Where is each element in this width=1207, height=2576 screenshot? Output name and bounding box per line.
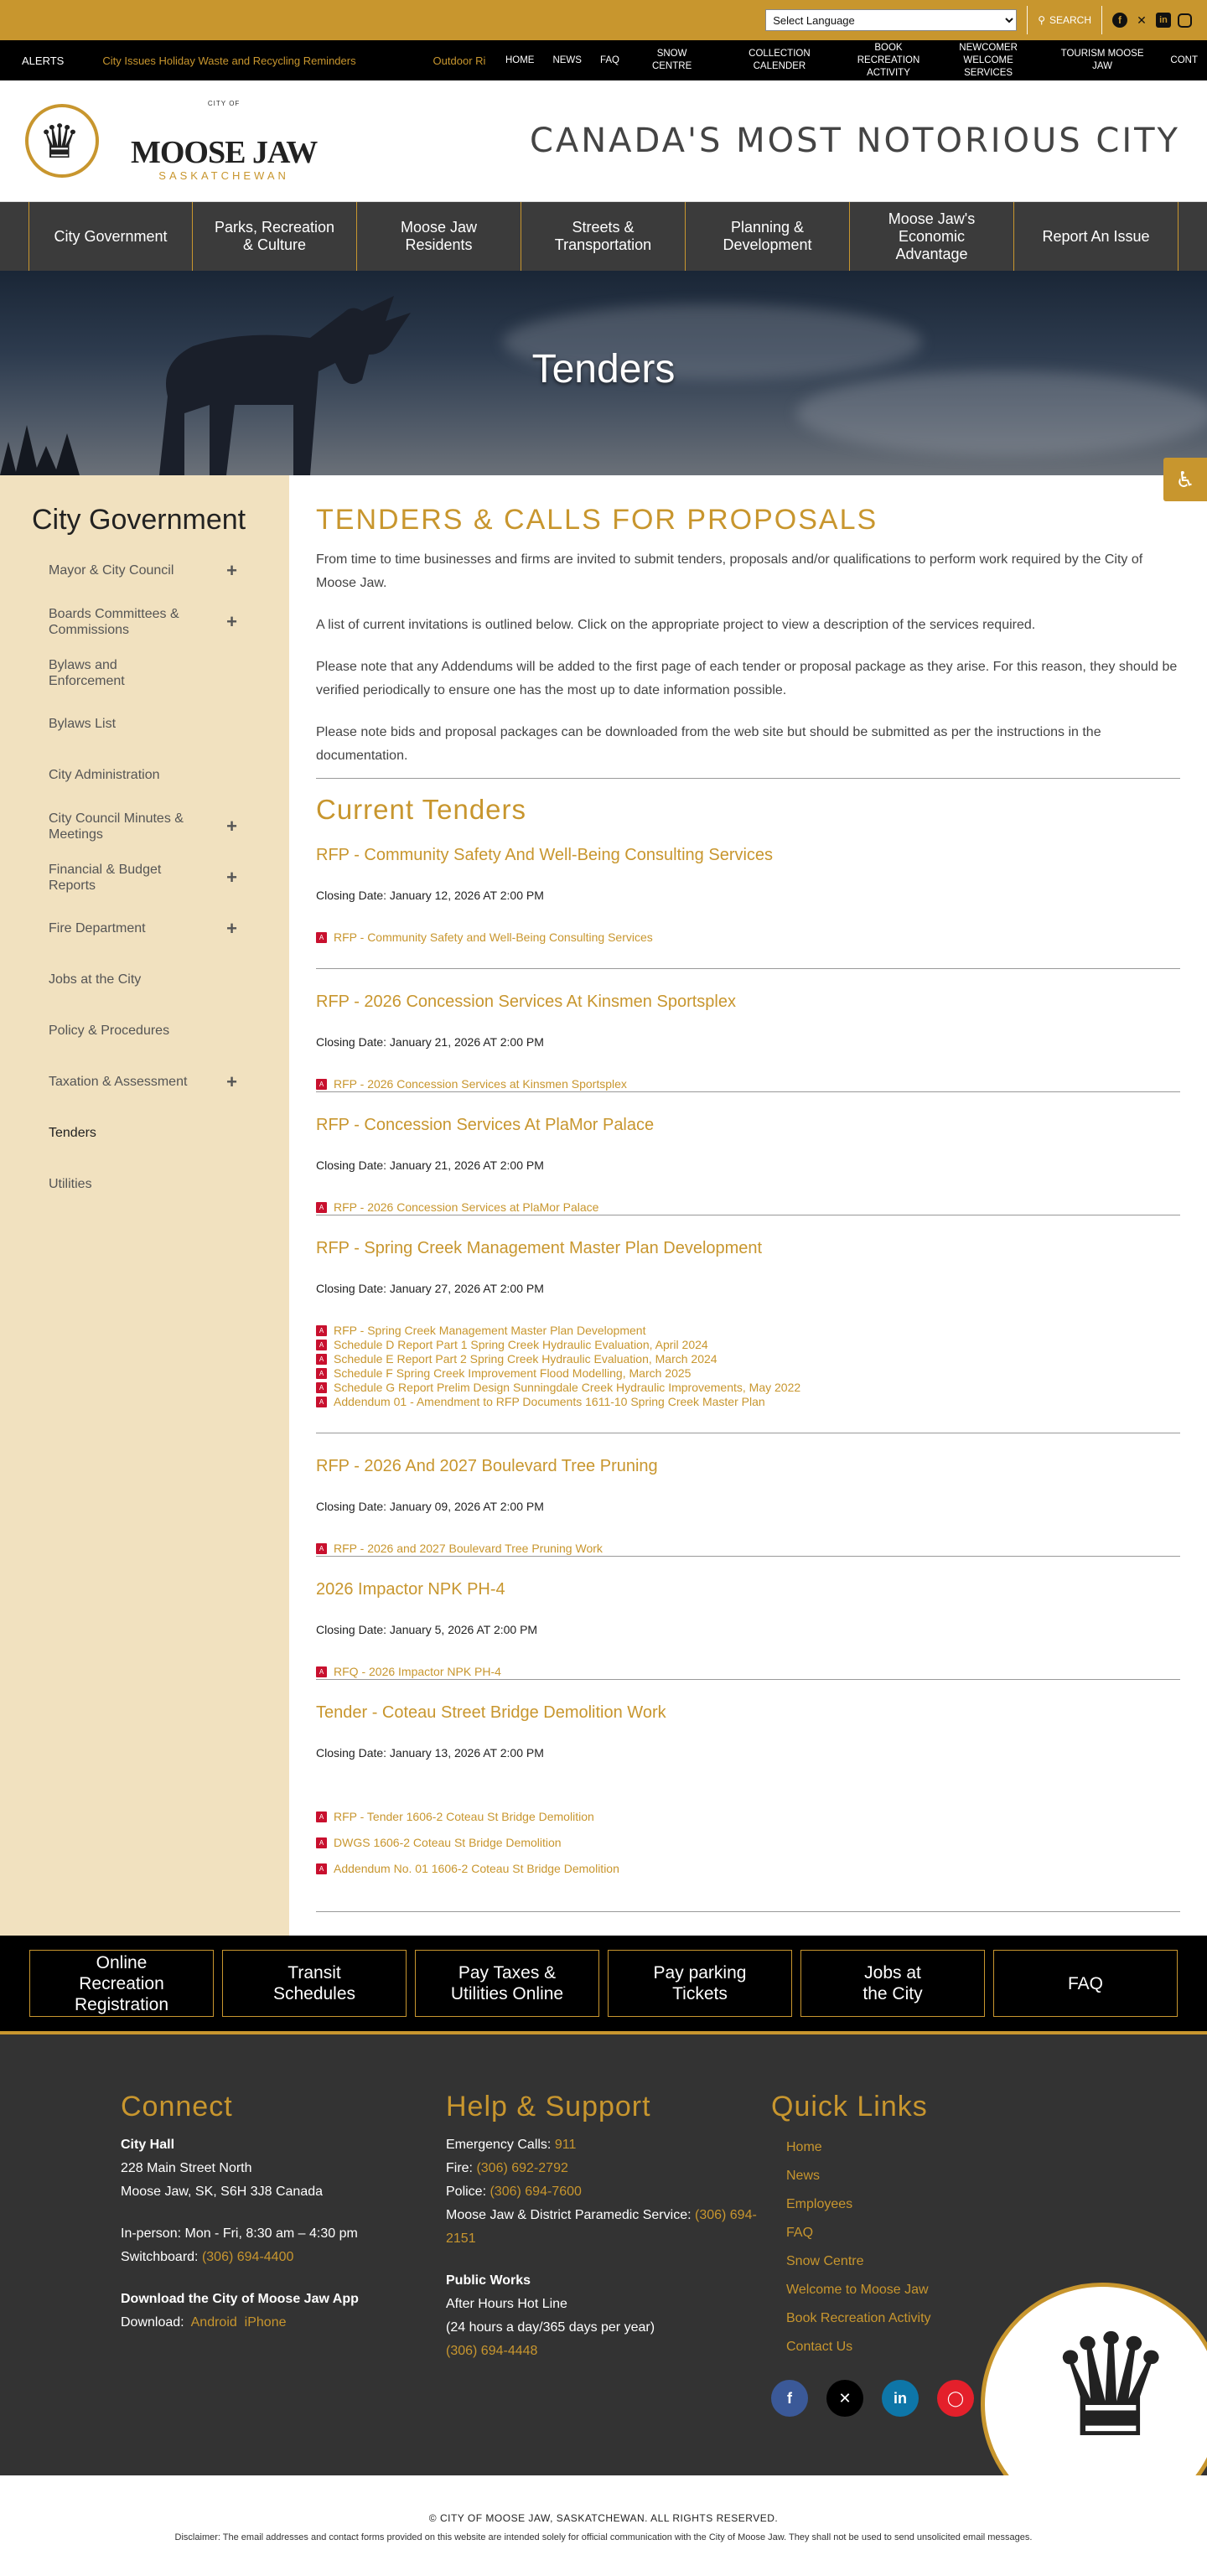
tender-closing-date: Closing Date: January 21, 2026 AT 2:00 PM bbox=[316, 1158, 544, 1172]
alert-ticker-secondary[interactable]: Outdoor Ri bbox=[433, 54, 486, 67]
tender-document-link[interactable] bbox=[316, 1395, 1180, 1409]
tender-document-link[interactable] bbox=[316, 1366, 1180, 1381]
content-wrap bbox=[0, 475, 1207, 1936]
sidebar-item-label: Financial & Budget Reports bbox=[49, 862, 162, 893]
search-label: SEARCH bbox=[1049, 14, 1091, 26]
android-link[interactable]: Android bbox=[190, 2315, 237, 2330]
tender-document-label: RFP - 2026 Concession Services at PlaMor Palace bbox=[334, 1200, 599, 1214]
tender-title[interactable]: RFP - Concession Services At PlaMor Palace bbox=[316, 1116, 655, 1134]
tender-document-label: RFP - Community Safety and Well-Being Consulting Services bbox=[334, 930, 653, 944]
social-links-top bbox=[1112, 13, 1192, 28]
alert-ticker[interactable]: City Issues Holiday Waste and Recycling Reminders bbox=[102, 54, 356, 67]
expand-plus-icon[interactable]: + bbox=[226, 816, 237, 837]
copyright-text: © CITY OF MOOSE JAW, SASKATCHEWAN. ALL RIGHTS RESERVED. bbox=[428, 2512, 779, 2524]
top-link-collection-calendar[interactable]: COLLECTION CALENDER bbox=[749, 49, 811, 71]
quick-faq[interactable]: FAQ bbox=[993, 1950, 1178, 2017]
pdf-icon: A bbox=[316, 1340, 327, 1350]
footer-connect-title: Connect bbox=[121, 2091, 233, 2122]
nav-parks-recreation[interactable]: Parks, Recreation & Culture bbox=[193, 202, 357, 271]
expand-plus-icon[interactable]: + bbox=[226, 560, 237, 581]
tender-item bbox=[316, 1457, 1180, 1580]
logo-main-text: MOOSE JAW bbox=[131, 135, 318, 170]
tender-document-label: RFP - 2026 Concession Services at Kinsmen Sportsplex bbox=[334, 1077, 627, 1091]
sidebar-item-label: Bylaws List bbox=[49, 717, 117, 731]
quick-link-home[interactable]: Home bbox=[786, 2140, 822, 2154]
tender-document-label: RFP - Tender 1606-2 Coteau St Bridge Demolition bbox=[334, 1810, 594, 1823]
availability-text: (24 hours a day/365 days per year) bbox=[446, 2320, 655, 2335]
hero-banner bbox=[0, 271, 1207, 475]
tender-document-link[interactable] bbox=[316, 1836, 1180, 1850]
sidebar-title: City Government bbox=[32, 504, 246, 536]
tender-item bbox=[316, 1239, 1180, 1457]
sidebar-item-label: Utilities bbox=[49, 1177, 92, 1191]
police-phone[interactable]: (306) 694-7600 bbox=[490, 2185, 582, 2199]
nav-economic-advantage[interactable]: Moose Jaw's Economic Advantage bbox=[850, 202, 1014, 271]
switchboard-label: Switchboard: bbox=[121, 2250, 199, 2264]
pdf-icon: A bbox=[316, 932, 327, 943]
nav-report-issue[interactable]: Report An Issue bbox=[1014, 202, 1179, 271]
address-line: Moose Jaw, SK, S6H 3J8 Canada bbox=[121, 2185, 324, 2199]
site-logo[interactable] bbox=[25, 100, 344, 182]
pdf-icon: A bbox=[316, 1354, 327, 1365]
footer-quick-title: Quick Links bbox=[771, 2091, 928, 2122]
tender-closing-date: Closing Date: January 5, 2026 AT 2:00 PM bbox=[316, 1623, 538, 1636]
switchboard-phone[interactable]: (306) 694-4400 bbox=[201, 2250, 294, 2264]
pdf-icon: A bbox=[316, 1863, 327, 1874]
expand-plus-icon[interactable]: + bbox=[226, 918, 237, 939]
search-icon: ⚲ bbox=[1038, 14, 1045, 26]
tender-document-link[interactable] bbox=[316, 1665, 1180, 1679]
quick-link-snow-centre[interactable]: Snow Centre bbox=[786, 2254, 864, 2268]
tender-document-label: Schedule G Report Prelim Design Sunningdale Creek Hydraulic Improvements, May 2022 bbox=[334, 1381, 801, 1394]
footer-connect bbox=[121, 2090, 446, 2475]
main-content bbox=[289, 475, 1207, 1936]
intro-paragraph: From time to time businesses and firms are invited to submit tenders, proposals and/or qualifications to perform work required by the City of Moose Jaw. bbox=[316, 552, 1143, 590]
top-links bbox=[496, 42, 1207, 80]
quick-jobs[interactable]: Jobs at the City bbox=[800, 1950, 985, 2017]
tender-document-link[interactable] bbox=[316, 1352, 1180, 1366]
sidebar-item[interactable] bbox=[0, 954, 289, 1005]
tender-document-label: Schedule D Report Part 1 Spring Creek Hydraulic Evaluation, April 2024 bbox=[334, 1338, 708, 1351]
accessibility-icon: ♿ bbox=[1175, 466, 1195, 492]
sidebar bbox=[0, 475, 289, 1936]
footer-help-title: Help & Support bbox=[446, 2091, 651, 2122]
quick-pay-taxes[interactable]: Pay Taxes & Utilities Online bbox=[415, 1950, 599, 2017]
sidebar-item-label: Policy & Procedures bbox=[49, 1024, 170, 1038]
facebook-icon[interactable]: f bbox=[771, 2380, 808, 2417]
accessibility-button[interactable] bbox=[1163, 458, 1207, 501]
paramedic-phone[interactable]: (306) 694-2151 bbox=[446, 2208, 757, 2246]
alert-bar bbox=[0, 40, 1207, 80]
quick-buttons-bar bbox=[0, 1936, 1207, 2034]
after-hours-label: After Hours Hot Line bbox=[446, 2297, 567, 2311]
top-link-faq[interactable]: FAQ bbox=[599, 54, 619, 65]
expand-plus-icon[interactable]: + bbox=[226, 867, 237, 888]
instagram-icon[interactable]: ◯ bbox=[937, 2380, 974, 2417]
footer-moose-logo-icon: ♛ bbox=[981, 2283, 1207, 2475]
sidebar-item[interactable] bbox=[0, 596, 289, 647]
pdf-icon: A bbox=[316, 1325, 327, 1336]
sidebar-item[interactable] bbox=[0, 698, 289, 749]
sidebar-item[interactable] bbox=[0, 1107, 289, 1158]
sidebar-item-label: Taxation & Assessment bbox=[49, 1075, 188, 1089]
tender-document-label: RFP - 2026 and 2027 Boulevard Tree Pruning Work bbox=[334, 1542, 603, 1555]
quick-link-welcome[interactable]: Welcome to Moose Jaw bbox=[786, 2283, 929, 2297]
sidebar-item[interactable] bbox=[0, 749, 289, 801]
tender-document-label: RFP - Spring Creek Management Master Plan Development bbox=[334, 1324, 646, 1337]
emergency-phone[interactable]: 911 bbox=[554, 2138, 577, 2152]
sidebar-item-label: Bylaws and Enforcement bbox=[49, 657, 125, 688]
sidebar-item-label: Tenders bbox=[49, 1126, 96, 1140]
top-link-tourism[interactable]: TOURISM MOOSE JAW bbox=[1060, 49, 1144, 71]
tender-document-label: Addendum No. 01 1606-2 Coteau St Bridge Demolition bbox=[334, 1862, 619, 1875]
app-title: Download the City of Moose Jaw App bbox=[121, 2292, 359, 2306]
language-select[interactable] bbox=[765, 9, 1017, 31]
tender-title[interactable]: RFP - Community Safety And Well-Being Consulting Services bbox=[316, 846, 774, 864]
tender-item bbox=[316, 1116, 1180, 1239]
top-link-news[interactable]: NEWS bbox=[552, 54, 582, 65]
tender-document-label: Addendum 01 - Amendment to RFP Documents 1611-10 Spring Creek Master Plan bbox=[334, 1395, 765, 1408]
linkedin-icon[interactable]: in bbox=[1156, 13, 1171, 28]
tender-title[interactable]: Tender - Coteau Street Bridge Demolition Work bbox=[316, 1703, 666, 1722]
alerts-label[interactable]: ALERTS bbox=[22, 54, 65, 67]
sidebar-item-label: Fire Department bbox=[49, 921, 146, 936]
quick-online-recreation[interactable]: Online Recreation Registration bbox=[29, 1950, 214, 2017]
pdf-icon: A bbox=[316, 1202, 327, 1213]
sidebar-list bbox=[0, 545, 289, 1210]
nav-city-government[interactable]: City Government bbox=[28, 202, 193, 271]
top-link-newcomer[interactable]: NEWCOMER WELCOME SERVICES bbox=[959, 42, 1018, 78]
tender-document-link[interactable] bbox=[316, 1542, 1180, 1556]
facebook-icon[interactable]: f bbox=[1112, 13, 1127, 28]
tender-document-label: DWGS 1606-2 Coteau St Bridge Demolition bbox=[334, 1836, 562, 1849]
expand-plus-icon[interactable]: + bbox=[226, 611, 237, 632]
linkedin-icon[interactable]: in bbox=[882, 2380, 919, 2417]
nav-streets-transportation[interactable]: Streets & Transportation bbox=[521, 202, 686, 271]
quick-link-employees[interactable]: Employees bbox=[786, 2197, 853, 2211]
sidebar-item-label: Boards Committees & Commissions bbox=[49, 606, 179, 637]
tender-title[interactable]: RFP - 2026 And 2027 Boulevard Tree Pruning bbox=[316, 1457, 658, 1475]
office-hours: In-person: Mon - Fri, 8:30 am – 4:30 pm bbox=[121, 2226, 358, 2241]
tender-item bbox=[316, 993, 1180, 1116]
sidebar-item-label: Jobs at the City bbox=[49, 972, 142, 987]
instagram-icon[interactable] bbox=[1178, 13, 1192, 28]
sidebar-item-label: City Council Minutes & Meetings bbox=[49, 811, 184, 842]
tender-item bbox=[316, 1580, 1180, 1703]
utility-divider bbox=[1027, 6, 1028, 34]
quick-link-contact[interactable]: Contact Us bbox=[786, 2340, 853, 2354]
sidebar-item[interactable] bbox=[0, 852, 289, 903]
sidebar-item[interactable] bbox=[0, 1056, 289, 1107]
expand-plus-icon[interactable]: + bbox=[226, 1071, 237, 1092]
tender-closing-date: Closing Date: January 27, 2026 AT 2:00 PM bbox=[316, 1282, 544, 1295]
copyright-bar bbox=[0, 2475, 1207, 2576]
utility-divider bbox=[1101, 6, 1102, 34]
tender-closing-date: Closing Date: January 12, 2026 AT 2:00 PM bbox=[316, 889, 544, 902]
quick-link-faq[interactable]: FAQ bbox=[786, 2226, 814, 2240]
tender-closing-date: Closing Date: January 09, 2026 AT 2:00 PM bbox=[316, 1500, 544, 1513]
tender-document-link[interactable] bbox=[316, 930, 1180, 945]
tender-closing-date: Closing Date: January 21, 2026 AT 2:00 PM bbox=[316, 1035, 544, 1049]
sidebar-item[interactable] bbox=[0, 801, 289, 852]
top-link-home[interactable]: HOME bbox=[505, 54, 535, 65]
tender-document-link[interactable] bbox=[316, 1200, 1180, 1215]
nav-residents[interactable]: Moose Jaw Residents bbox=[357, 202, 521, 271]
pdf-icon: A bbox=[316, 1543, 327, 1554]
top-link-book-recreation[interactable]: BOOK RECREATION ACTIVITY bbox=[857, 42, 920, 78]
public-works-phone[interactable]: (306) 694-4448 bbox=[446, 2344, 538, 2358]
tender-document-link[interactable] bbox=[316, 1077, 1180, 1091]
tender-closing-date: Closing Date: January 13, 2026 AT 2:00 PM bbox=[316, 1746, 544, 1760]
trees-silhouette-icon bbox=[0, 408, 117, 475]
download-label: Download: bbox=[121, 2315, 184, 2330]
pdf-icon: A bbox=[316, 1079, 327, 1090]
sidebar-item-label: City Administration bbox=[49, 768, 160, 782]
sidebar-item[interactable] bbox=[0, 1158, 289, 1210]
section-divider bbox=[316, 778, 1180, 779]
tender-document-link[interactable] bbox=[316, 1338, 1180, 1352]
search-button[interactable] bbox=[1038, 14, 1091, 26]
tender-item bbox=[316, 1703, 1180, 1936]
police-label: Police: bbox=[446, 2185, 487, 2199]
tender-document-label: Schedule F Spring Creek Improvement Flood Modelling, March 2025 bbox=[334, 1366, 692, 1380]
top-link-snow-centre[interactable]: SNOW CENTRE bbox=[651, 49, 692, 71]
tender-title[interactable]: 2026 Impactor NPK PH-4 bbox=[316, 1580, 505, 1599]
city-hall-label: City Hall bbox=[121, 2138, 175, 2152]
pdf-icon: A bbox=[316, 1368, 327, 1379]
quick-transit-schedules[interactable]: Transit Schedules bbox=[222, 1950, 407, 2017]
tender-document-link[interactable] bbox=[316, 1810, 1180, 1824]
fire-label: Fire: bbox=[446, 2161, 473, 2175]
iphone-link[interactable]: iPhone bbox=[244, 2315, 287, 2330]
tender-document-label: Schedule E Report Part 2 Spring Creek Hydraulic Evaluation, March 2024 bbox=[334, 1352, 717, 1366]
footer bbox=[0, 2034, 1207, 2475]
sidebar-item-label: Mayor & City Council bbox=[49, 563, 174, 578]
tender-list bbox=[316, 846, 1180, 1936]
sidebar-item[interactable] bbox=[0, 1005, 289, 1056]
current-tenders-title: Current Tenders bbox=[316, 794, 527, 825]
tender-document-link[interactable] bbox=[316, 1381, 1180, 1395]
x-icon[interactable]: ✕ bbox=[1137, 13, 1147, 27]
quick-link-book-recreation[interactable]: Book Recreation Activity bbox=[786, 2311, 931, 2325]
emergency-label: Emergency Calls: bbox=[446, 2138, 552, 2152]
pdf-icon: A bbox=[316, 1666, 327, 1677]
fire-phone[interactable]: (306) 692-2792 bbox=[476, 2161, 568, 2175]
logo-sub-text: SASKATCHEWAN bbox=[158, 169, 289, 182]
intro-paragraph: A list of current invitations is outlined below. Click on the appropriate project to view a description of the services required. bbox=[316, 618, 1036, 632]
utility-bar bbox=[0, 0, 1207, 40]
nav-planning-development[interactable]: Planning & Development bbox=[686, 202, 850, 271]
sidebar-item[interactable] bbox=[0, 647, 289, 698]
sidebar-item[interactable] bbox=[0, 903, 289, 954]
tender-title[interactable]: RFP - 2026 Concession Services At Kinsmen Sportsplex bbox=[316, 993, 736, 1011]
address-line: 228 Main Street North bbox=[121, 2161, 252, 2175]
hero-title: Tenders bbox=[531, 347, 676, 391]
pdf-icon: A bbox=[316, 1397, 327, 1407]
quick-link-news[interactable]: News bbox=[786, 2169, 821, 2183]
tender-title[interactable]: RFP - Spring Creek Management Master Plan Development bbox=[316, 1239, 763, 1257]
main-nav bbox=[0, 202, 1207, 271]
footer-help bbox=[446, 2090, 771, 2475]
logo-small-text: CITY OF bbox=[207, 100, 241, 107]
pdf-icon: A bbox=[316, 1382, 327, 1393]
sidebar-item[interactable] bbox=[0, 545, 289, 596]
tender-document-label: RFQ - 2026 Impactor NPK PH-4 bbox=[334, 1665, 501, 1678]
pdf-icon: A bbox=[316, 1837, 327, 1848]
pdf-icon: A bbox=[316, 1811, 327, 1822]
tender-document-link[interactable] bbox=[316, 1324, 1180, 1338]
intro-paragraph: Please note bids and proposal packages can be downloaded from the web site but should be submitted as per the instructions in the documentation. bbox=[316, 725, 1101, 763]
site-header bbox=[0, 80, 1207, 202]
page-title: TENDERS & CALLS FOR PROPOSALS bbox=[316, 504, 878, 536]
tender-item bbox=[316, 846, 1180, 993]
disclaimer-text: Disclaimer: The email addresses and contact forms provided on this website are intended solely for official communication with the City of Moose Jaw. They shall not be used to send unsolicited email messages. bbox=[174, 2532, 1033, 2542]
tender-document-link[interactable] bbox=[316, 1862, 1180, 1876]
site-slogan: CANADA'S MOST NOTORIOUS CITY bbox=[529, 122, 1180, 160]
top-link-contact[interactable]: CONT bbox=[1170, 54, 1199, 65]
moose-logo-icon: ♛ bbox=[25, 104, 99, 178]
intro-paragraph: Please note that any Addendums will be added to the first page of each tender or proposal package as they arise. For this reason, they should be verified periodically to ensure one has the most up to date information possible. bbox=[316, 660, 1178, 697]
paramedic-label: Moose Jaw & District Paramedic Service: bbox=[446, 2208, 692, 2222]
quick-pay-parking[interactable]: Pay parking Tickets bbox=[608, 1950, 792, 2017]
public-works-label: Public Works bbox=[446, 2273, 531, 2288]
x-icon[interactable]: ✕ bbox=[826, 2380, 863, 2417]
